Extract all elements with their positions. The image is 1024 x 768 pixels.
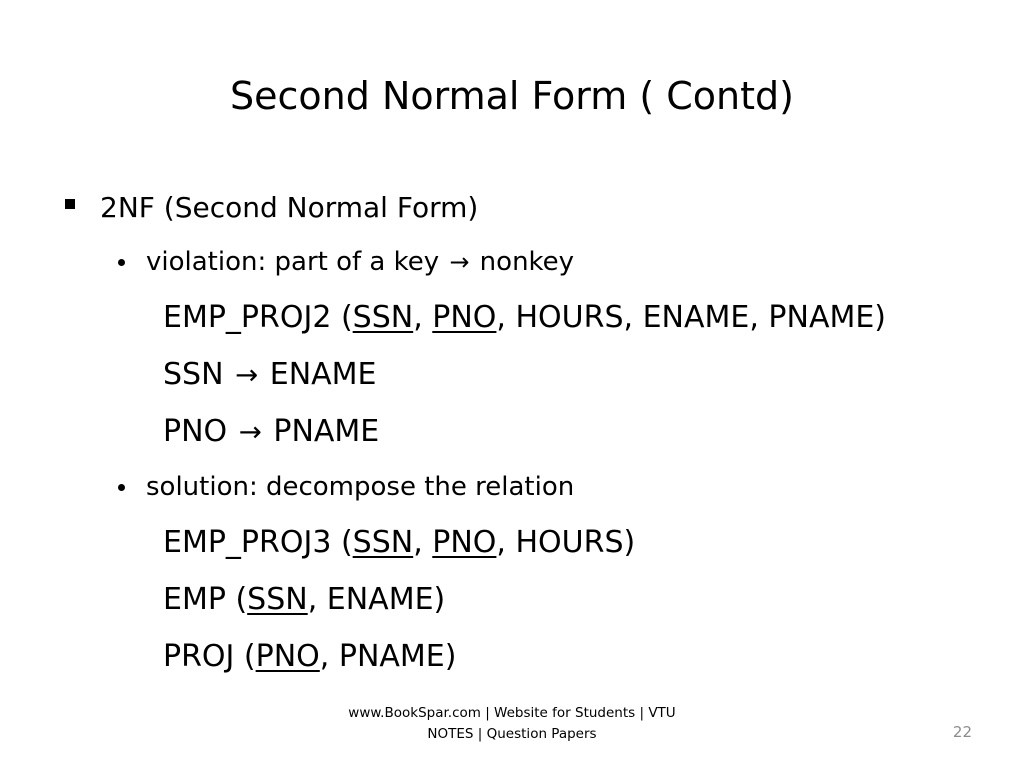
fd-ssn-ename <box>163 355 377 395</box>
square-bullet-icon <box>65 199 75 209</box>
bullet-2nf: 2NF (Second Normal Form) <box>100 191 479 224</box>
separator: , <box>413 300 433 335</box>
attributes-rest: , HOURS, ENAME, PNAME) <box>496 300 887 335</box>
fd-left: PNO <box>163 414 237 449</box>
arrow-icon: → <box>238 415 262 448</box>
attributes-rest: , HOURS) <box>496 525 636 560</box>
key-attribute-ssn: SSN <box>247 582 308 617</box>
key-attribute-pno: PNO <box>432 525 497 560</box>
relation-emp-proj2 <box>163 298 886 338</box>
bullet-violation <box>146 245 574 279</box>
dot-bullet-icon <box>118 259 125 266</box>
relation-emp <box>163 580 445 620</box>
arrow-icon: → <box>449 248 470 276</box>
fd-right: ENAME <box>260 357 377 392</box>
page-number: 22 <box>952 723 972 741</box>
footer-text: www.BookSpar.com | Website for Students | VTU NOTES | Question Papers <box>348 705 676 742</box>
relation-proj <box>163 637 456 677</box>
attributes-rest: , PNAME) <box>319 639 457 674</box>
relation-name: EMP ( <box>163 582 248 617</box>
key-attribute-pno: PNO <box>255 639 320 674</box>
relation-emp-proj3 <box>163 523 635 563</box>
fd-right: PNAME <box>263 414 380 449</box>
separator: , <box>413 525 433 560</box>
fd-left: SSN <box>163 357 234 392</box>
relation-name: EMP_PROJ2 ( <box>163 300 353 335</box>
key-attribute-ssn: SSN <box>352 525 414 560</box>
key-attribute-ssn: SSN <box>352 300 414 335</box>
violation-text: violation: part of a key <box>146 247 448 277</box>
arrow-icon: → <box>235 358 259 391</box>
attributes-rest: , ENAME) <box>307 582 446 617</box>
violation-nonkey: nonkey <box>471 247 575 277</box>
key-attribute-pno: PNO <box>432 300 497 335</box>
relation-name: EMP_PROJ3 ( <box>163 525 353 560</box>
fd-pno-pname <box>163 412 379 452</box>
bullet-solution: solution: decompose the relation <box>146 472 575 502</box>
slide-title: Second Normal Form ( Contd) <box>230 74 794 118</box>
dot-bullet-icon <box>118 484 125 491</box>
relation-name: PROJ ( <box>163 639 256 674</box>
